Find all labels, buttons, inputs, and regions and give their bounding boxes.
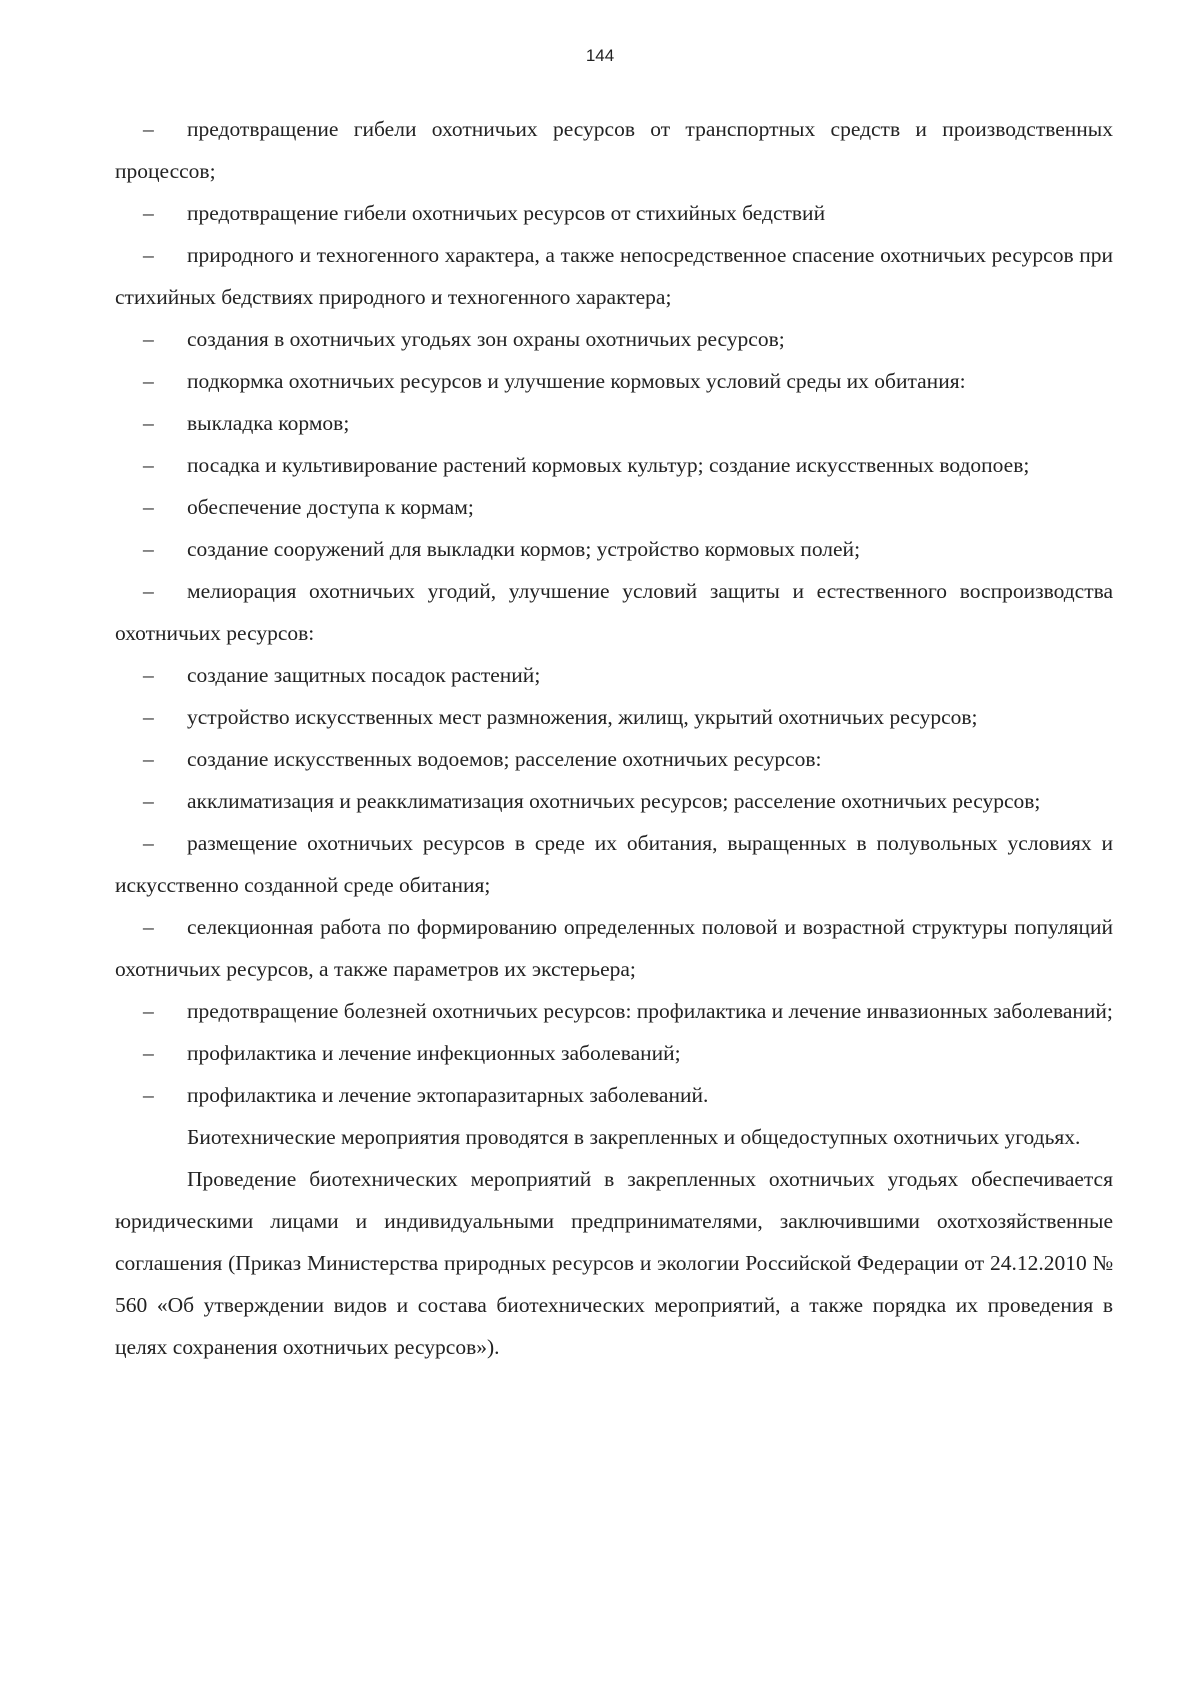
list-item — [115, 1032, 1113, 1074]
list-item-text: размещение охотничьих ресурсов в среде их обитания, выращенных в полувольных условиях и искусственно созданной среде обитания; — [115, 831, 1113, 897]
list-item-text: подкормка охотничьих ресурсов и улучшение кормовых условий среды их обитания: — [187, 369, 966, 393]
list-item-text: предотвращение болезней охотничьих ресурсов: профилактика и лечение инвазионных заболеваний; — [187, 999, 1113, 1023]
list-item-text: мелиорация охотничьих угодий, улучшение условий защиты и естественного воспроизводства охотничьих ресурсов: — [115, 579, 1113, 645]
body-paragraph: Биотехнические мероприятия проводятся в закрепленных и общедоступных охотничьих угодьях. — [187, 1125, 1081, 1149]
list-item — [115, 444, 1113, 486]
list-item-text: создание защитных посадок растений; — [187, 663, 541, 687]
dash-marker: – — [143, 327, 154, 351]
dash-marker: – — [143, 663, 154, 687]
list-item — [115, 1074, 1113, 1116]
dash-marker: – — [143, 579, 154, 603]
list-item — [115, 696, 1113, 738]
dash-marker: – — [143, 453, 154, 477]
list-item — [115, 990, 1113, 1032]
dash-marker: – — [143, 747, 154, 771]
dash-marker: – — [143, 999, 154, 1023]
list-item — [115, 318, 1113, 360]
dash-marker: – — [143, 495, 154, 519]
list-item — [115, 402, 1113, 444]
list-item-text: устройство искусственных мест размножения, жилищ, укрытий охотничьих ресурсов; — [187, 705, 978, 729]
list-item-text: посадка и культивирование растений кормовых культур; создание искусственных водопоев; — [187, 453, 1030, 477]
list-item — [115, 486, 1113, 528]
list-item-text: выкладка кормов; — [187, 411, 350, 435]
dash-marker: – — [143, 369, 154, 393]
list-item — [115, 738, 1113, 780]
list-item-text: создания в охотничьих угодьях зон охраны охотничьих ресурсов; — [187, 327, 785, 351]
list-item-text: акклиматизация и реакклиматизация охотничьих ресурсов; расселение охотничьих ресурсов; — [187, 789, 1041, 813]
dash-marker: – — [143, 831, 154, 855]
list-item — [115, 192, 1113, 234]
list-item — [115, 906, 1113, 990]
list-item-text: обеспечение доступа к кормам; — [187, 495, 474, 519]
measures-list — [115, 108, 1113, 1116]
list-item-text: предотвращение гибели охотничьих ресурсов от стихийных бедствий — [187, 201, 826, 225]
list-item-text: создание сооружений для выкладки кормов; устройство кормовых полей; — [187, 537, 861, 561]
dash-marker: – — [143, 1083, 154, 1107]
list-item — [115, 654, 1113, 696]
dash-marker: – — [143, 789, 154, 813]
list-item-text: создание искусственных водоемов; расселение охотничьих ресурсов: — [187, 747, 822, 771]
list-item — [115, 822, 1113, 906]
dash-marker: – — [143, 705, 154, 729]
list-item-text: предотвращение гибели охотничьих ресурсов от транспортных средств и производственных процессов; — [115, 117, 1113, 183]
dash-marker: – — [143, 1041, 154, 1065]
list-item — [115, 234, 1113, 318]
list-item — [115, 528, 1113, 570]
list-item — [115, 360, 1113, 402]
body-paragraph: Проведение биотехнических мероприятий в закрепленных охотничьих угодьях обеспечивается юридическими лицами и индивидуальными предпринимателями, заключившими охотхозяйственные соглашения (Приказ Министерства природных ресурсов и экологии Российской Федерации от 24.12.2010 № 560 «Об утверждении видов и состава биотехнических мероприятий, а также порядка их проведения в целях сохранения охотничьих ресурсов»). — [115, 1167, 1113, 1359]
dash-marker: – — [143, 915, 154, 939]
list-item-text: профилактика и лечение инфекционных заболеваний; — [187, 1041, 681, 1065]
page-number: 144 — [585, 46, 615, 65]
dash-marker: – — [143, 201, 154, 225]
dash-marker: – — [143, 117, 154, 141]
list-item — [115, 780, 1113, 822]
dash-marker: – — [143, 411, 154, 435]
list-item — [115, 108, 1113, 192]
page-content — [115, 108, 1113, 1368]
dash-marker: – — [143, 537, 154, 561]
list-item-text: профилактика и лечение эктопаразитарных заболеваний. — [187, 1083, 709, 1107]
list-item — [115, 570, 1113, 654]
dash-marker: – — [143, 243, 154, 267]
list-item-text: селекционная работа по формированию определенных половой и возрастной структуры популяций охотничьих ресурсов, а также параметров их экстерьера; — [115, 915, 1113, 981]
list-item-text: природного и техногенного характера, а также непосредственное спасение охотничьих ресурсов при стихийных бедствиях природного и техногенного характера; — [115, 243, 1113, 309]
